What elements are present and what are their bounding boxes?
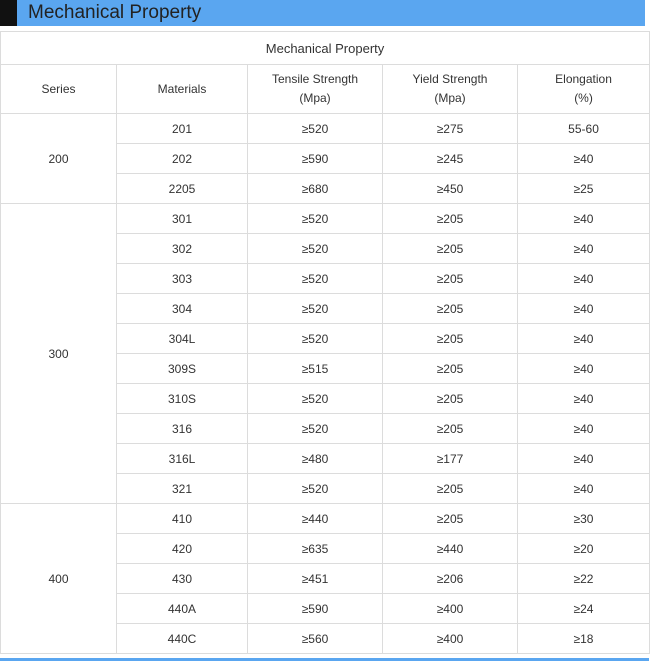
material-cell: 2205	[117, 174, 248, 204]
material-cell: 201	[117, 114, 248, 144]
elongation-cell: ≥40	[518, 264, 650, 294]
tensile-cell: ≥635	[248, 534, 383, 564]
elongation-cell: ≥40	[518, 384, 650, 414]
table-row	[1, 114, 650, 144]
table-caption: Mechanical Property	[1, 32, 650, 65]
yield-cell: ≥205	[383, 204, 518, 234]
header-yield	[383, 65, 518, 114]
yield-cell: ≥450	[383, 174, 518, 204]
material-cell: 316L	[117, 444, 248, 474]
elongation-cell: ≥40	[518, 144, 650, 174]
tensile-cell: ≥515	[248, 354, 383, 384]
yield-cell: ≥205	[383, 294, 518, 324]
tensile-cell: ≥590	[248, 594, 383, 624]
header-accent-bar	[0, 0, 17, 26]
yield-cell: ≥177	[383, 444, 518, 474]
material-cell: 202	[117, 144, 248, 174]
table-caption-row	[1, 32, 650, 65]
material-cell: 430	[117, 564, 248, 594]
yield-cell: ≥205	[383, 234, 518, 264]
material-cell: 310S	[117, 384, 248, 414]
header-elongation-label: Elongation	[555, 72, 612, 86]
yield-cell: ≥400	[383, 624, 518, 654]
elongation-cell: ≥20	[518, 534, 650, 564]
elongation-cell: ≥24	[518, 594, 650, 624]
elongation-cell: ≥40	[518, 324, 650, 354]
tensile-cell: ≥520	[248, 264, 383, 294]
material-cell: 303	[117, 264, 248, 294]
elongation-cell: ≥40	[518, 354, 650, 384]
tensile-cell: ≥520	[248, 294, 383, 324]
table-row	[1, 504, 650, 534]
yield-cell: ≥440	[383, 534, 518, 564]
header-series	[1, 65, 117, 114]
tensile-cell: ≥520	[248, 384, 383, 414]
tensile-cell: ≥520	[248, 414, 383, 444]
tensile-cell: ≥480	[248, 444, 383, 474]
elongation-cell: 55-60	[518, 114, 650, 144]
elongation-cell: ≥40	[518, 444, 650, 474]
header-yield-unit: (Mpa)	[434, 91, 466, 105]
table-row	[1, 204, 650, 234]
table-header-row	[1, 65, 650, 114]
material-cell: 420	[117, 534, 248, 564]
tensile-cell: ≥680	[248, 174, 383, 204]
tensile-cell: ≥590	[248, 144, 383, 174]
yield-cell: ≥206	[383, 564, 518, 594]
tensile-cell: ≥520	[248, 474, 383, 504]
yield-cell: ≥205	[383, 324, 518, 354]
tensile-cell: ≥520	[248, 234, 383, 264]
material-cell: 316	[117, 414, 248, 444]
tensile-cell: ≥520	[248, 114, 383, 144]
elongation-cell: ≥30	[518, 504, 650, 534]
series-cell: 200	[1, 114, 117, 204]
material-cell: 309S	[117, 354, 248, 384]
yield-cell: ≥245	[383, 144, 518, 174]
elongation-cell: ≥18	[518, 624, 650, 654]
header-materials-label: Materials	[157, 81, 207, 96]
elongation-cell: ≥25	[518, 174, 650, 204]
yield-cell: ≥205	[383, 264, 518, 294]
elongation-cell: ≥40	[518, 234, 650, 264]
material-cell: 302	[117, 234, 248, 264]
mechanical-property-table	[0, 31, 650, 654]
material-cell: 440C	[117, 624, 248, 654]
section-title: Mechanical Property	[28, 2, 202, 23]
header-tensile-unit: (Mpa)	[299, 91, 331, 105]
elongation-cell: ≥22	[518, 564, 650, 594]
material-cell: 301	[117, 204, 248, 234]
header-tensile-label: Tensile Strength	[271, 72, 359, 86]
header-tensile	[248, 65, 383, 114]
yield-cell: ≥205	[383, 354, 518, 384]
header-elongation	[518, 65, 650, 114]
yield-cell: ≥205	[383, 474, 518, 504]
material-cell: 440A	[117, 594, 248, 624]
elongation-cell: ≥40	[518, 414, 650, 444]
yield-cell: ≥205	[383, 504, 518, 534]
tensile-cell: ≥520	[248, 324, 383, 354]
tensile-cell: ≥560	[248, 624, 383, 654]
elongation-cell: ≥40	[518, 204, 650, 234]
elongation-cell: ≥40	[518, 474, 650, 504]
yield-cell: ≥400	[383, 594, 518, 624]
header-elongation-unit: (%)	[574, 91, 593, 105]
series-cell: 400	[1, 504, 117, 654]
section-header	[0, 0, 645, 26]
header-yield-label: Yield Strength	[412, 72, 488, 86]
material-cell: 321	[117, 474, 248, 504]
yield-cell: ≥205	[383, 384, 518, 414]
header-series-label: Series	[41, 81, 76, 96]
tensile-cell: ≥440	[248, 504, 383, 534]
series-cell: 300	[1, 204, 117, 504]
yield-cell: ≥275	[383, 114, 518, 144]
header-materials	[117, 65, 248, 114]
elongation-cell: ≥40	[518, 294, 650, 324]
material-cell: 304	[117, 294, 248, 324]
tensile-cell: ≥451	[248, 564, 383, 594]
material-cell: 410	[117, 504, 248, 534]
material-cell: 304L	[117, 324, 248, 354]
tensile-cell: ≥520	[248, 204, 383, 234]
yield-cell: ≥205	[383, 414, 518, 444]
